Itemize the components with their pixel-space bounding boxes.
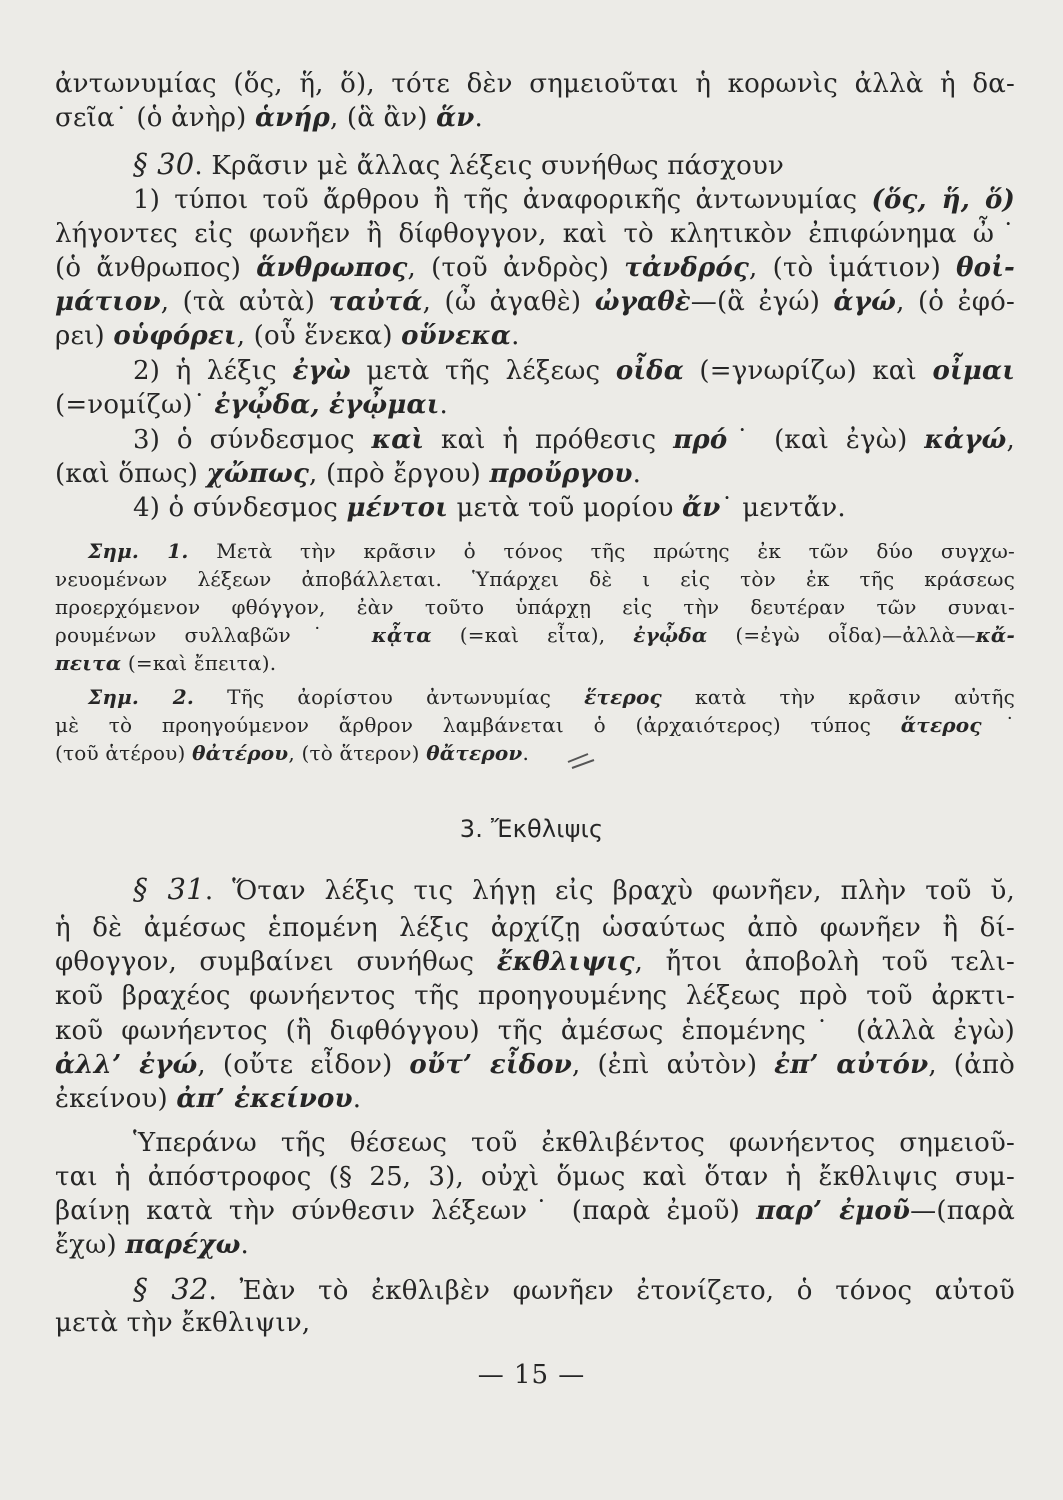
text-run: —(ἃ ἐγώ) [690,287,834,317]
text-run: (ὁ ἄνθρωπος) [55,253,257,283]
text-line [55,1160,1015,1194]
note-line [55,593,1015,621]
emphasized-word: παρ’ ἐμοῦ [756,1196,911,1226]
text-line [133,1126,1015,1160]
text-run: Μετὰ τὴν κρᾶσιν ὁ τόνος τῆς πρώτης ἐκ τῶν δύο συγχω- [188,539,1015,563]
text-line [55,251,1015,285]
text-line [55,388,1015,422]
emphasized-word: μέντοι [346,493,448,523]
text-run: (=νομίζω)˙ [55,390,215,420]
text-run: , (ὦ ἀγαθὲ) [422,287,595,317]
text-line [55,1306,1015,1340]
text-line [133,183,1015,217]
text-run: κατὰ τὴν κρᾶσιν αὐτῆς [661,685,1015,709]
text-run: ἔχω) [55,1230,126,1260]
text-line [55,1082,1015,1116]
emphasized-word: κᾆτα [371,623,432,647]
emphasized-word: ἐγᾦδα, ἐγᾦμαι [214,390,440,420]
text-line [55,1014,1015,1048]
text-run: 1) τύποι τοῦ ἄρθρου ἢ τῆς ἀναφορικῆς ἀντωνυμίας [133,185,872,215]
text-run: , (τὸ ἅτερον) [288,741,427,765]
text-line [55,67,1015,101]
emphasized-word: Σημ. 2. [88,685,195,709]
text-run: (καὶ ὅπως) [55,459,207,489]
text-run: ˙ μεντἄν. [720,493,846,523]
text-run: ἡ δὲ ἀμέσως ἑπομένη λέξις ἀρχίζῃ ὡσαύτως ἀπὸ φωνῆεν ἢ δί- [55,913,1015,943]
emphasized-word: θοἰ- [956,253,1015,283]
emphasized-word: ἀλλ’ ἐγώ [55,1050,198,1080]
emphasized-word: πειτα [55,651,122,675]
pencil-mark-icon [566,748,596,774]
note-line [55,711,1015,739]
text-line [55,945,1015,979]
emphasized-word: οὕνεκα [401,321,512,351]
emphasized-word: πρό [673,425,728,455]
emphasized-word: ἀπ’ ἐκείνου [176,1084,353,1114]
text-line [55,217,1015,251]
page-number: — 15 — [477,1360,586,1390]
emphasized-word: χὤπως [206,459,310,489]
text-run: ˙ (καὶ ἐγὼ) [727,425,925,455]
text-run: μετὰ τὴν ἔκθλιψιν, [55,1308,311,1338]
text-line [133,1272,1015,1308]
note-line [55,565,1015,593]
emphasized-word: οὑφόρει [113,321,237,351]
note-line [55,649,1015,677]
emphasized-word: κἀγώ [924,425,1007,455]
text-run: μὲ τὸ προηγούμενον ἄρθρον λαμβάνεται ὁ (ἀρχαιότερος) τύπος [55,713,901,737]
emphasized-word: οἶμαι [932,356,1016,386]
text-run: (=γνωρίζω) καὶ [683,356,933,386]
emphasized-word: ἕτερος [584,685,662,709]
note-line [55,621,1015,649]
text-run: ἀντωνυμίας (ὅς, ἥ, ὅ), τότε δὲν σημειοῦται ἡ κορωνὶς ἀλλὰ ἡ δα- [55,69,1015,99]
text-run: . [474,103,483,133]
text-run: λήγοντες εἰς φωνῆεν ἢ δίφθογγον, καὶ τὸ κλητικὸν ἐπιφώνημα ὦ˙ [55,219,1015,249]
emphasized-word: οἶδα [615,356,684,386]
text-line [133,423,1015,457]
emphasized-word: ἐγᾦδα [633,623,708,647]
emphasized-word: θἄτερον [426,741,523,765]
emphasized-word: ἅνθρωπος [256,253,408,283]
text-run: . [522,741,530,765]
text-run: νευομένων λέξεων ἀποβάλλεται. Ὑπάρχει δὲ ι εἰς τὸν ἐκ τῆς κράσεως [55,567,1015,591]
emphasized-word: ἁγώ [833,287,897,317]
emphasized-word: παρέχω [125,1230,241,1260]
text-run: . Ὅταν λέξις τις λήγῃ εἰς βραχὺ φωνῆεν, πλὴν τοῦ ῠ, [204,876,1015,906]
text-line [55,911,1015,945]
text-line [55,1048,1015,1082]
text-run: μετὰ τοῦ μορίου [447,493,683,523]
text-run: ται ἡ ἀπόστροφος (§ 25, 3), οὐχὶ ὅμως καὶ ὅταν ἡ ἔκθλιψις συμ- [55,1162,1015,1192]
text-run: . [511,321,520,351]
text-run: προερχόμενον φθόγγον, ἐὰν τοῦτο ὑπάρχῃ εἰς τὴν δευτέραν τῶν συναι- [55,595,1015,619]
text-run: , (ἀπὸ [928,1050,1016,1080]
text-run: , (οὗ ἕνεκα) [236,321,402,351]
text-run: —(παρὰ [910,1196,1015,1226]
emphasized-word: ἐπ’ αὐτόν [774,1050,929,1080]
text-run: ρουμένων συλλαβῶν˙ [55,623,372,647]
note-line [55,739,1015,767]
text-run: βαίνῃ κατὰ τὴν σύνθεσιν λέξεων˙ (παρὰ ἐμοῦ) [55,1196,757,1226]
text-run: , (ἐπὶ αὐτὸν) [572,1050,775,1080]
emphasized-word: μάτιον [55,287,161,317]
text-run: Τῆς ἀορίστου ἀντωνυμίας [194,685,585,709]
emphasized-word: (ὅς, ἥ, ὅ) [871,185,1015,215]
text-line [55,285,1015,319]
text-run: . [632,459,642,489]
emphasized-word: ἔκθλιψις [496,947,635,977]
text-run: (τοῦ ἁτέρου) [55,741,193,765]
text-run: 3) ὁ σύνδεσμος [133,425,372,455]
text-run: , ἤτοι ἀποβολὴ τοῦ τελι- [634,947,1015,977]
text-run: καὶ ἡ πρόθεσις [424,425,674,455]
text-run: . [352,1084,362,1114]
text-run: ˙ [981,713,1015,737]
text-run: 2) ἡ λέξις [133,356,293,386]
text-line [133,354,1015,388]
text-line [55,1228,1015,1262]
text-run: . Κρᾶσιν μὲ ἄλλας λέξεις συνήθως πάσχουν [194,151,785,181]
text-run: (=καὶ ἔπειτα). [121,651,277,675]
emphasized-word: προὔργου [489,459,633,489]
section-number: § 30 [133,147,195,181]
text-run: , [1006,425,1015,455]
text-run: . Ἐὰν τὸ ἐκθλιβὲν φωνῆεν ἐτονίζετο, ὁ τόνος αὐτοῦ [208,1276,1015,1306]
section-heading [0,812,1063,846]
text-run: (=καὶ εἶτα), [431,623,634,647]
text-line [55,457,1015,491]
text-line [133,147,1015,183]
emphasized-word: ἄν [682,493,721,523]
emphasized-word: ἅτερος [900,713,982,737]
emphasized-word: Σημ. 1. [88,539,189,563]
text-run: , (πρὸ ἔργου) [309,459,490,489]
section-number: § 31 [133,872,205,906]
emphasized-word: ἐγὼ [292,356,351,386]
text-line [55,979,1015,1013]
text-run: , (οὔτε εἶδον) [197,1050,410,1080]
text-run: , (τὰ αὐτὰ) [160,287,329,317]
text-run: . [439,390,448,420]
note-line [88,537,1015,565]
emphasized-word: ἅν [436,103,475,133]
text-run: κοῦ βραχέος φωνήεντος τῆς προηγουμένης λέξεως πρὸ τοῦ ἀρκτι- [55,981,1015,1011]
text-run: , (τοῦ ἀνδρὸς) [407,253,625,283]
emphasized-word: καὶ [371,425,425,455]
text-run: κοῦ φωνήεντος (ἢ διφθόγγου) τῆς ἀμέσως ἑπομένης˙ (ἀλλὰ ἐγὼ) [55,1016,1015,1046]
emphasized-word: ὠγαθὲ [594,287,691,317]
text-run: , (ὁ ἐφό- [896,287,1015,317]
text-run: μετὰ τῆς λέξεως [350,356,616,386]
emphasized-word: θἀτέρου [192,741,289,765]
text-run: ρει) [55,321,114,351]
section-number: § 32 [133,1272,209,1306]
emphasized-word: ἁνήρ [254,103,330,133]
text-run: σεῖα˙ (ὁ ἀνὴρ) [55,103,255,133]
emphasized-word: οὔτ’ εἶδον [409,1050,573,1080]
emphasized-word: τἀνδρός [624,253,749,283]
text-run: , (ἃ ἂν) [329,103,437,133]
text-line [55,101,1015,135]
text-run: 3. Ἔκθλιψις [459,815,604,843]
note-line [88,683,1015,711]
text-run: ἐκείνου) [55,1084,177,1114]
text-line [55,319,1015,353]
text-line [133,491,1015,525]
text-run: . [240,1230,249,1260]
text-run: (=ἐγὼ οἶδα)—ἀλλὰ— [707,623,976,647]
text-run: 4) ὁ σύνδεσμος [133,493,347,523]
text-run: , (τὸ ἱμάτιον) [749,253,957,283]
text-line [55,1194,1015,1228]
emphasized-word: κἄ- [975,623,1016,647]
text-run: Ὑπεράνω τῆς θέσεως τοῦ ἐκθλιβέντος φωνήεντος σημειοῦ- [133,1128,1015,1158]
emphasized-word: ταὐτά [328,287,423,317]
text-run: φθογγον, συμβαίνει συνήθως [55,947,497,977]
text-line [133,872,1015,908]
